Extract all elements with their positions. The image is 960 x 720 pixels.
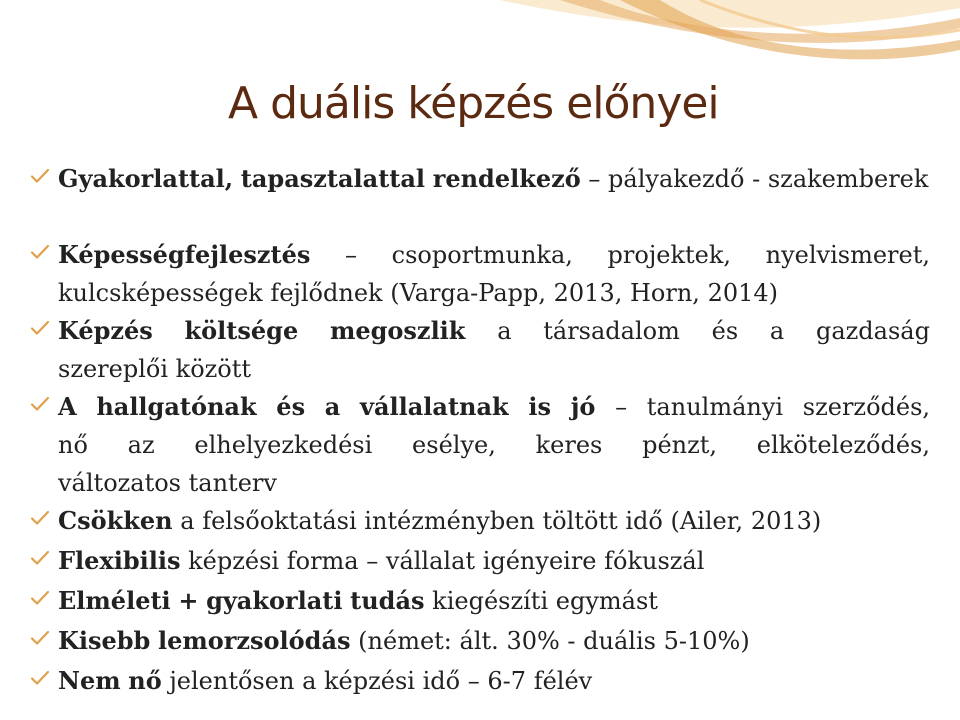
bullet-bold-text: Kisebb [58, 626, 151, 655]
bullet-line [58, 274, 778, 312]
bullet-text: vállalat [385, 547, 476, 575]
bullet-line [58, 426, 930, 464]
bullet-text: – [467, 667, 480, 695]
bullet-text: csoportmunka, [391, 241, 573, 269]
bullet-text: fejlődnek [270, 279, 383, 307]
check-icon [30, 670, 50, 686]
bullet-text: között [175, 355, 252, 383]
bullet-bold-text: is [528, 392, 552, 421]
bullet-text: kiegészíti [432, 587, 549, 615]
bullet-text: - [567, 627, 576, 655]
bullet-bold-text: rendelkező [432, 164, 581, 193]
bullet-text: töltött [542, 507, 618, 535]
bullet-text: 30% [506, 627, 560, 655]
bullet-text: nyelvismeret, [765, 241, 930, 269]
bullet-text: felsőoktatási [202, 507, 357, 535]
bullet-text: forma [286, 547, 359, 575]
bullet-text: tanterv [188, 469, 277, 497]
bullet-text: társadalom [543, 317, 680, 345]
bullet-text: fókuszál [604, 547, 705, 575]
check-icon [30, 590, 50, 606]
bullet-text: – [588, 165, 601, 193]
bullet-text: (német: [358, 627, 452, 655]
bullet-bold-text: vállalatnak [360, 392, 509, 421]
bullet-text: szakemberek [767, 165, 929, 193]
bullet-line [58, 502, 821, 540]
bullet-text: keres [535, 431, 603, 459]
bullet-text: pályakezdő [608, 165, 745, 193]
bullet-text: képzési [324, 667, 415, 695]
bullet-text: igényeire [482, 547, 597, 575]
bullet-bold-text: megoszlik [329, 316, 466, 345]
bullet-text: tanulmányi [646, 393, 784, 421]
slide-title: A duális képzés előnyei [228, 78, 719, 129]
bullet-bold-text: jó [570, 392, 596, 421]
bullet-text: (Varga-Papp, [390, 279, 546, 307]
bullet-text: a [302, 667, 317, 695]
check-icon [30, 510, 50, 526]
bullet-text: – [366, 547, 379, 575]
bullet-text: a [180, 507, 195, 535]
bullet-bold-text: lemorzsolódás [157, 626, 351, 655]
bullet-bold-text: + [178, 586, 199, 615]
bullet-text: szereplői [58, 355, 169, 383]
bullet-line [58, 350, 251, 388]
bullet-text: és [711, 317, 739, 345]
bullet-text: 6-7 [487, 667, 527, 695]
bullet-bold-text: a [324, 392, 341, 421]
bullet-text: projektek, [607, 241, 732, 269]
bullet-line [58, 236, 930, 274]
bullet-bold-text: hallgatónak [96, 392, 257, 421]
bullet-text: 2013) [750, 507, 822, 535]
check-icon [30, 320, 50, 336]
bullet-text: - [752, 165, 761, 193]
bullet-line [58, 160, 928, 198]
bullet-text: 5-10%) [663, 627, 750, 655]
bullet-text: 2014) [707, 279, 779, 307]
check-icon [30, 396, 50, 412]
check-icon [30, 168, 50, 184]
bullet-bold-text: Elméleti [58, 586, 171, 615]
bullet-text: – [345, 241, 358, 269]
bullet-text: idő [625, 507, 663, 535]
bullet-bold-text: A [58, 392, 77, 421]
bullet-bold-text: gyakorlati [206, 586, 343, 615]
bullet-text: idő [422, 667, 461, 695]
bullet-text: pénzt, [642, 431, 718, 459]
check-icon [30, 550, 50, 566]
bullet-text: kulcsképességek [58, 279, 263, 307]
bullet-bold-text: tapasztalattal [240, 164, 426, 193]
bullet-text: duális [583, 627, 656, 655]
bullet-text: nő [58, 431, 88, 459]
bullet-text: 2013, [553, 279, 623, 307]
bullet-bold-text: tudás [350, 586, 425, 615]
bullet-text: intézményben [364, 507, 535, 535]
bullet-text: Horn, [630, 279, 700, 307]
bullet-line [58, 582, 658, 620]
bullet-text: képzési [188, 547, 280, 575]
bullet-text: elköteleződés, [756, 431, 930, 459]
check-icon [30, 630, 50, 646]
bullet-line [58, 464, 277, 502]
bullet-text: (Ailer, [670, 507, 744, 535]
bullet-bold-text: nő [128, 666, 162, 695]
bullet-bold-text: Nem [58, 666, 121, 695]
bullet-text: – [615, 393, 628, 421]
bullet-text: elhelyezkedési [194, 431, 373, 459]
bullet-bold-text: Képzés [58, 316, 153, 345]
bullet-text: a [769, 317, 785, 345]
bullet-line [58, 662, 592, 700]
bullet-line [58, 542, 704, 580]
bullet-text: gazdaság [815, 317, 930, 345]
bullet-bold-text: Képességfejlesztés [58, 240, 311, 269]
bullet-bold-text: Gyakorlattal, [58, 164, 234, 193]
bullet-line [58, 388, 930, 426]
bullet-text: egymást [555, 587, 658, 615]
bullet-text: a [497, 317, 512, 345]
bullet-text: ált. [459, 627, 499, 655]
bullet-line [58, 312, 930, 350]
bullet-text: változatos [58, 469, 181, 497]
check-icon [30, 244, 50, 260]
bullet-bold-text: Csökken [58, 506, 173, 535]
bullet-line [58, 622, 750, 660]
bullet-text: félév [533, 667, 593, 695]
bullet-bold-text: költsége [184, 316, 299, 345]
bullet-bold-text: és [276, 392, 306, 421]
bullet-text: szerződés, [802, 393, 931, 421]
bullet-text: jelentősen [169, 667, 295, 695]
bullet-text: az [127, 431, 155, 459]
bullet-text: esélye, [412, 431, 496, 459]
bullet-bold-text: Flexibilis [58, 546, 181, 575]
